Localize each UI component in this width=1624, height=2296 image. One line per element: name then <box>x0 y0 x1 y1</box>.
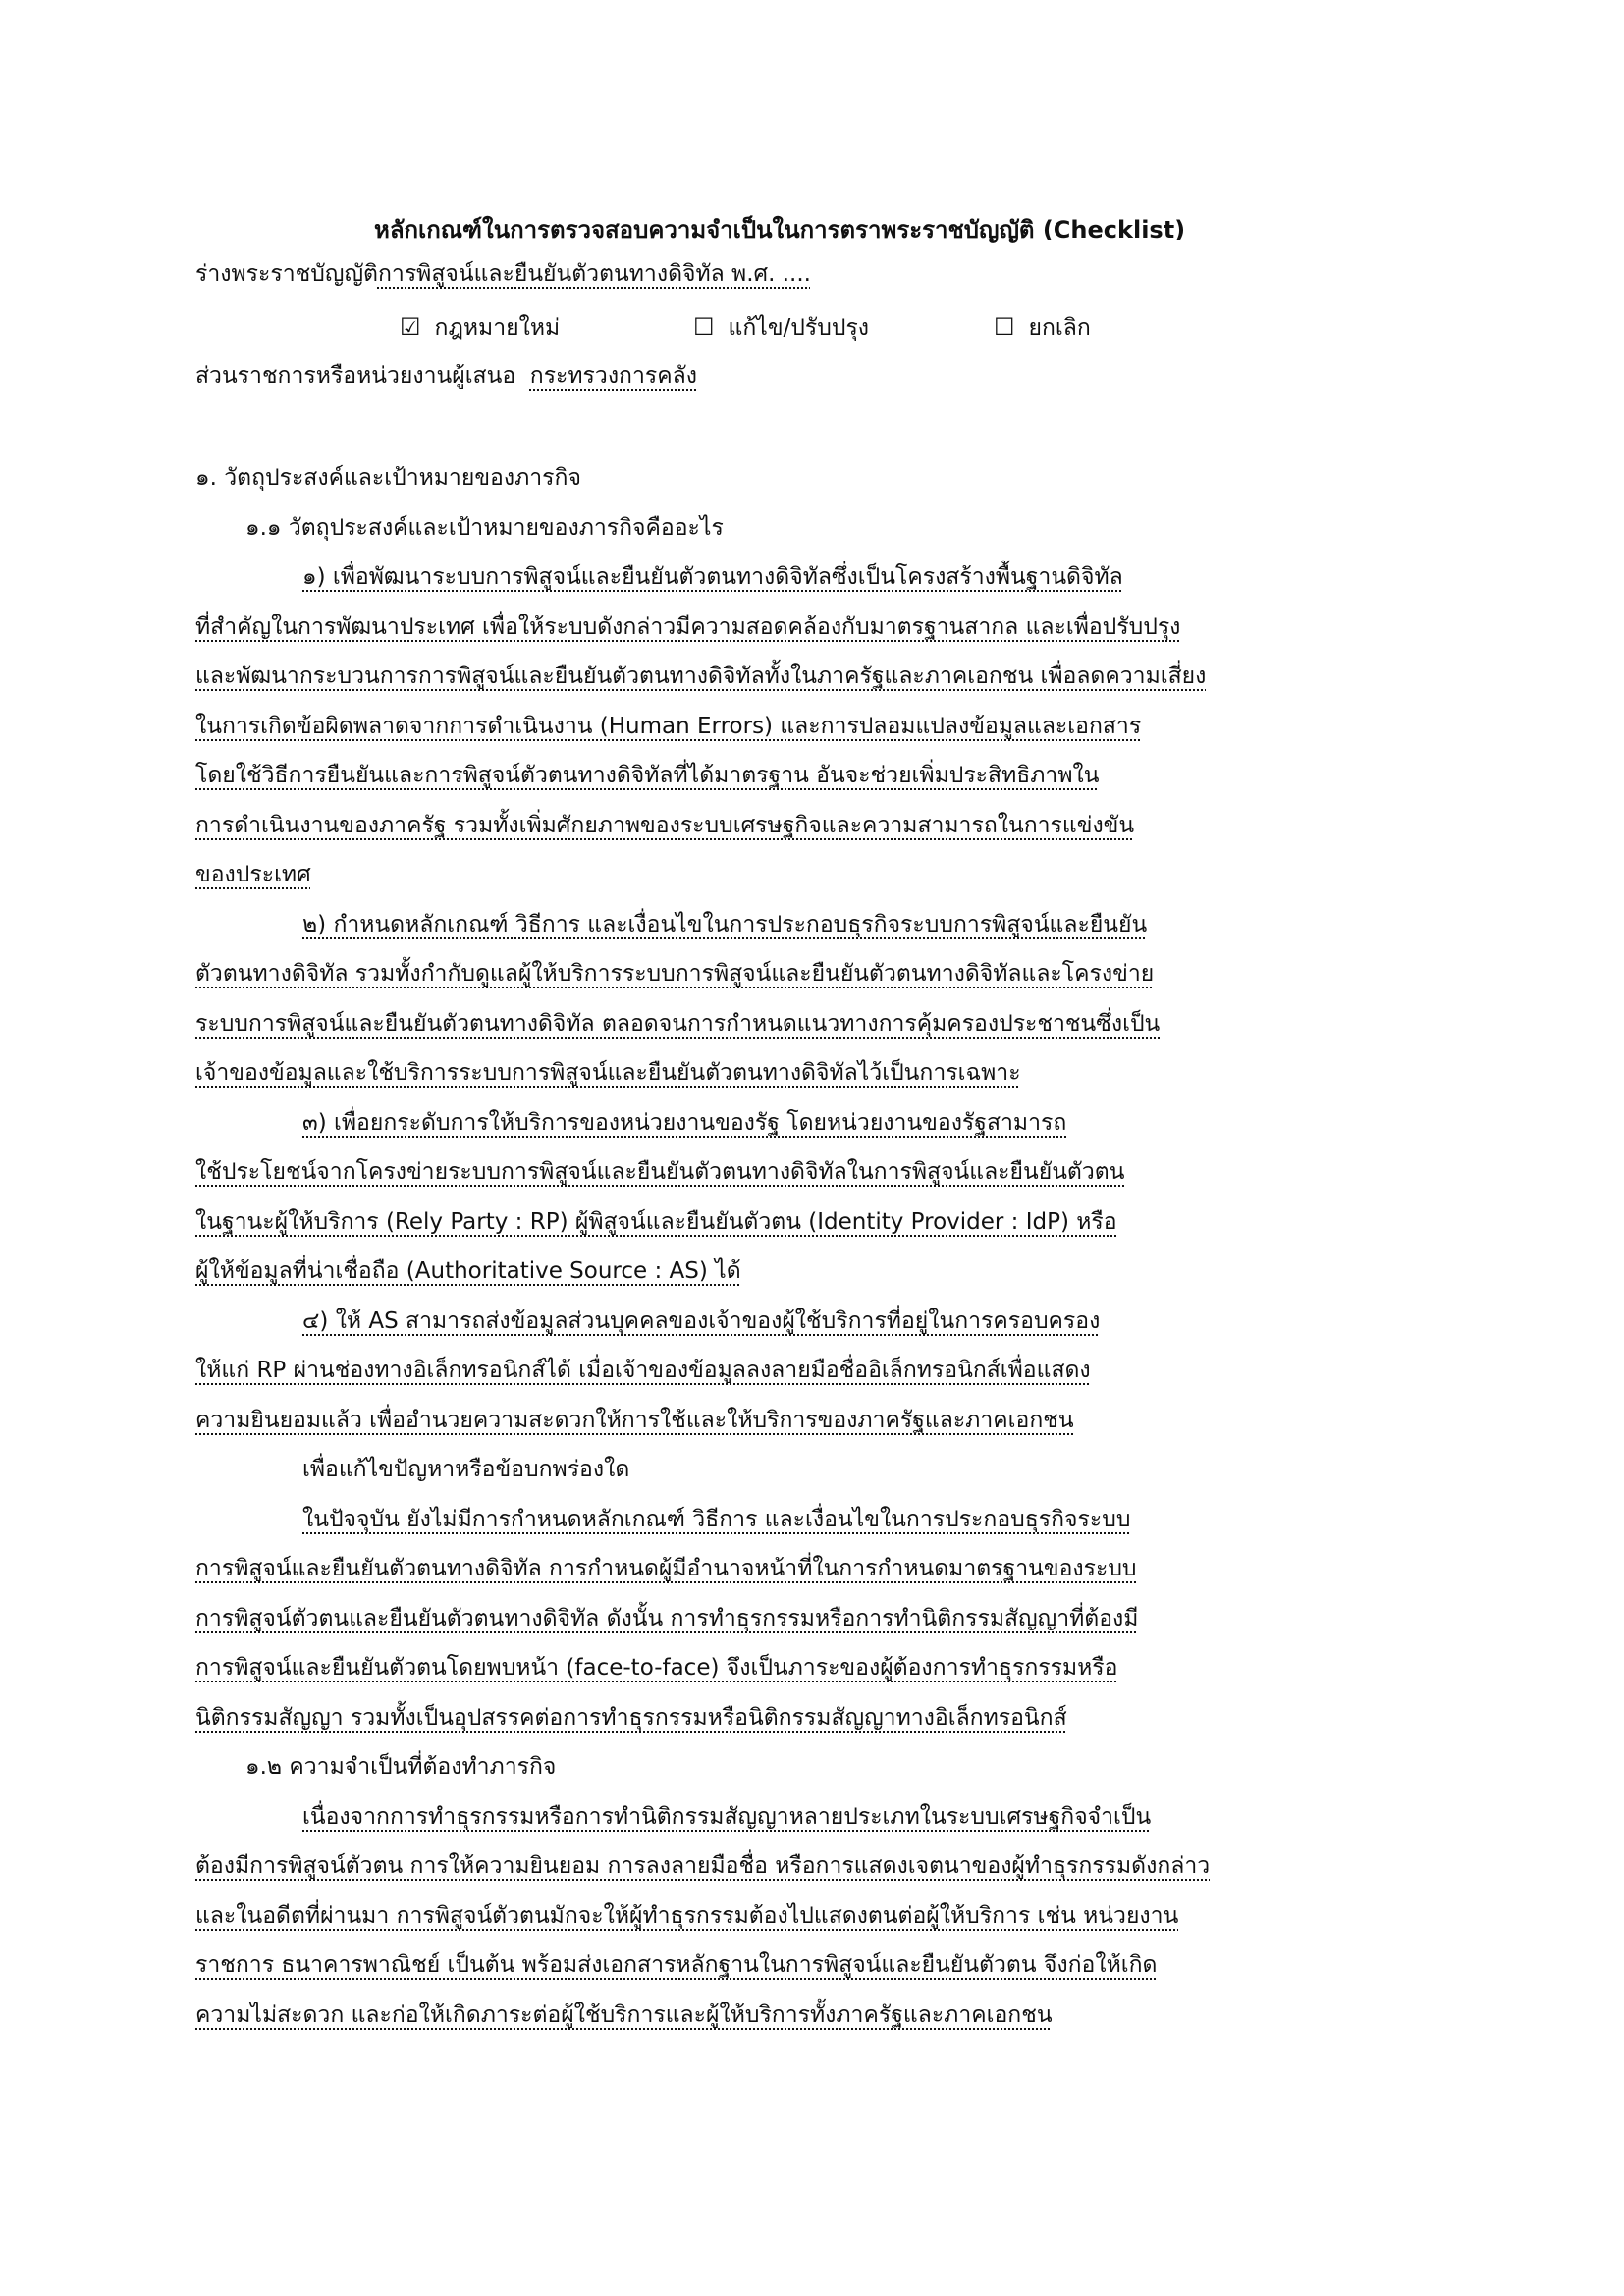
paragraph-line: ความยินยอมแล้ว เพื่ออำนวยความสะดวกให้การใช้และให้บริการของภาครัฐและภาคเอกชน <box>195 1408 1074 1433</box>
paragraph-line: ให้แก่ RP ผ่านช่องทางอิเล็กทรอนิกส์ได้ เมื่อเจ้าของข้อมูลลงลายมือชื่ออิเล็กทรอนิกส์เพื่อแสดง <box>195 1358 1091 1383</box>
option-label: ยกเลิก <box>1028 315 1091 341</box>
agency-prefix: ส่วนราชการหรือหน่วยงานผู้เสนอ <box>195 363 516 389</box>
option-repeal <box>994 310 1091 346</box>
paragraph-line: ๒) กำหนดหลักเกณฑ์ วิธีการ และเงื่อนไขในการประกอบธุรกิจระบบการพิสูจน์และยืนยัน <box>302 912 1148 937</box>
paragraph-line: นิติกรรมสัญญา รวมทั้งเป็นอุปสรรคต่อการทำธุรกรรมหรือนิติกรรมสัญญาทางอิเล็กทรอนิกส์ <box>195 1705 1067 1731</box>
subsection-heading: ๑.๒ ความจำเป็นที่ต้องทำภารกิจ <box>245 1754 557 1780</box>
option-new-law <box>400 310 560 346</box>
paragraph-line: การดำเนินงานของภาครัฐ รวมทั้งเพิ่มศักยภาพของระบบเศรษฐกิจและความสามารถในการแข่งขัน <box>195 813 1135 838</box>
agency-line <box>195 359 697 393</box>
paragraph-line: ในปัจจุบัน ยังไม่มีการกำหนดหลักเกณฑ์ วิธีการ และเงื่อนไขในการประกอบธุรกิจระบบ <box>302 1507 1131 1532</box>
option-label: กฎหมายใหม่ <box>434 315 561 341</box>
paragraph-line: โดยใช้วิธีการยืนยันและการพิสูจน์ตัวตนทางดิจิทัลที่ได้มาตรฐาน อันจะช่วยเพิ่มประสิทธิภาพใน <box>195 763 1100 788</box>
paragraph-line: ของประเทศ <box>195 862 311 887</box>
checked-box-icon: ☑ <box>400 313 421 341</box>
paragraph-line: ๔) ให้ AS สามารถส่งข้อมูลส่วนบุคคลของเจ้าของผู้ใช้บริการที่อยู่ในการครอบครอง <box>302 1308 1101 1334</box>
draft-prefix: ร่างพระราชบัญญัติ <box>195 261 378 287</box>
paragraph-line: ผู้ให้ข้อมูลที่น่าเชื่อถือ (Authoritative Source : AS) ได้ <box>195 1258 741 1284</box>
paragraph-line: ในการเกิดข้อผิดพลาดจากการดำเนินงาน (Human Errors) และการปลอมแปลงข้อมูลและเอกสาร <box>195 714 1142 739</box>
paragraph-line: ต้องมีการพิสูจน์ตัวตน การให้ความยินยอม การลงลายมือชื่อ หรือการแสดงเจตนาของผู้ทำธุรกรรมดังกล่าว <box>195 1853 1211 1879</box>
paragraph-line: ราชการ ธนาคารพาณิชย์ เป็นต้น พร้อมส่งเอกสารหลักฐานในการพิสูจน์และยืนยันตัวตน จึงก่อให้เกิด <box>195 1952 1158 1978</box>
option-label: แก้ไข/ปรับปรุง <box>728 315 870 341</box>
draft-name: การพิสูจน์และยืนยันตัวตนทางดิจิทัล พ.ศ. .... <box>377 261 811 287</box>
paragraph-line: เจ้าของข้อมูลและใช้บริการระบบการพิสูจน์และยืนยันตัวตนทางดิจิทัลไว้เป็นการเฉพาะ <box>195 1060 1021 1086</box>
paragraph-line: ที่สำคัญในการพัฒนาประเทศ เพื่อให้ระบบดังกล่าวมีความสอดคล้องกับมาตรฐานสากล และเพื่อปรับปรุง <box>195 614 1181 640</box>
unchecked-box-icon: ☐ <box>994 313 1015 341</box>
paragraph-line: ใช้ประโยชน์จากโครงข่ายระบบการพิสูจน์และยืนยันตัวตนทางดิจิทัลในการพิสูจน์และยืนยันตัวตน <box>195 1159 1125 1185</box>
paragraph-line: ตัวตนทางดิจิทัล รวมทั้งกำกับดูแลผู้ให้บริการระบบการพิสูจน์และยืนยันตัวตนทางดิจิทัลและโครงข่าย <box>195 961 1155 987</box>
paragraph-line: การพิสูจน์และยืนยันตัวตนทางดิจิทัล การกำหนดผู้มีอำนาจหน้าที่ในการกำหนดมาตรฐานของระบบ <box>195 1556 1137 1581</box>
option-amend <box>693 310 869 346</box>
section-heading: ๑. วัตถุประสงค์และเป้าหมายของภารกิจ <box>195 465 581 491</box>
paragraph-line: ระบบการพิสูจน์และยืนยันตัวตนทางดิจิทัล ตลอดจนการกำหนดแนวทางการคุ้มครองประชาชนซึ่งเป็น <box>195 1011 1161 1037</box>
page-title: หลักเกณฑ์ในการตรวจสอบความจำเป็นในการตราพระราชบัญญัติ (Checklist) <box>374 216 1186 243</box>
draft-line <box>195 257 811 291</box>
subsection-heading: ๑.๑ วัตถุประสงค์และเป้าหมายของภารกิจคืออะไร <box>245 515 724 541</box>
paragraph-line: การพิสูจน์ตัวตนและยืนยันตัวตนทางดิจิทัล ดังนั้น การทำธุรกรรมหรือการทำนิติกรรมสัญญาที่ต้องมี <box>195 1606 1139 1631</box>
paragraph-line: เนื่องจากการทำธุรกรรมหรือการทำนิติกรรมสัญญาหลายประเภทในระบบเศรษฐกิจจำเป็น <box>302 1804 1152 1830</box>
unchecked-box-icon: ☐ <box>693 313 715 341</box>
paragraph-line: ๑) เพื่อพัฒนาระบบการพิสูจน์และยืนยันตัวตนทางดิจิทัลซึ่งเป็นโครงสร้างพื้นฐานดิจิทัล <box>302 564 1123 590</box>
agency-name: กระทรวงการคลัง <box>529 363 697 389</box>
problem-heading: เพื่อแก้ไขปัญหาหรือข้อบกพร่องใด <box>302 1457 630 1482</box>
paragraph-line: ความไม่สะดวก และก่อให้เกิดภาระต่อผู้ใช้บริการและผู้ให้บริการทั้งภาครัฐและภาคเอกชน <box>195 2002 1053 2028</box>
paragraph-line: และพัฒนากระบวนการการพิสูจน์และยืนยันตัวตนทางดิจิทัลทั้งในภาครัฐและภาคเอกชน เพื่อลดความเสี่ยง <box>195 664 1207 689</box>
paragraph-line: ๓) เพื่อยกระดับการให้บริการของหน่วยงานของรัฐ โดยหน่วยงานของรัฐสามารถ <box>302 1110 1067 1136</box>
paragraph-line: ในฐานะผู้ให้บริการ (Rely Party : RP) ผู้พิสูจน์และยืนยันตัวตน (Identity Provider : IdP) หรือ <box>195 1209 1117 1235</box>
paragraph-line: การพิสูจน์และยืนยันตัวตนโดยพบหน้า (face-to-face) จึงเป็นภาระของผู้ต้องการทำธุรกรรมหรือ <box>195 1655 1118 1681</box>
paragraph-line: และในอดีตที่ผ่านมา การพิสูจน์ตัวตนมักจะให้ผู้ทำธุรกรรมต้องไปแสดงตนต่อผู้ให้บริการ เช่น หน่วยงาน <box>195 1903 1179 1929</box>
